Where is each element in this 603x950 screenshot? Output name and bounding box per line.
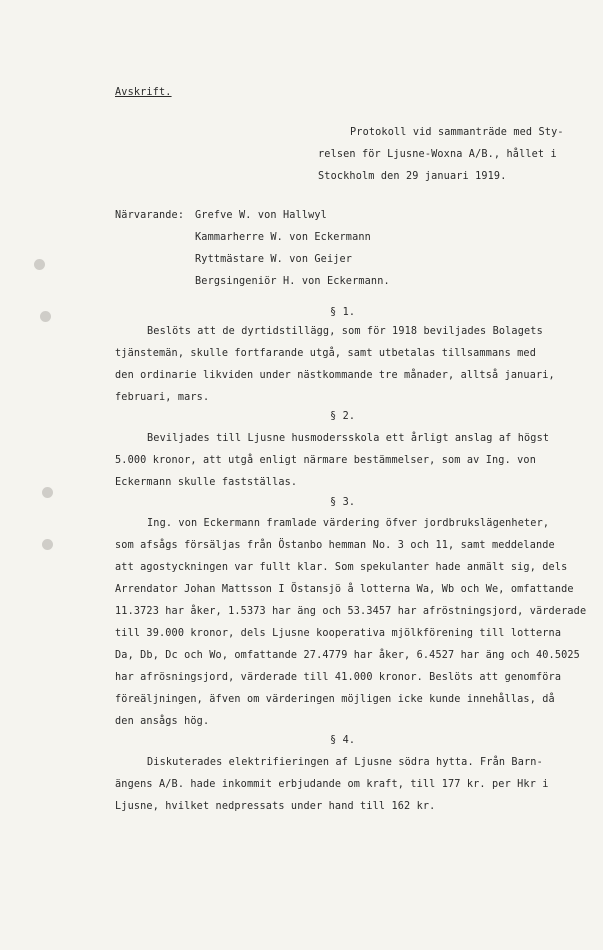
present-member: Grefve W. von Hallwyl	[195, 210, 327, 221]
punch-hole	[42, 539, 53, 550]
section-line: den ansågs hög.	[115, 716, 210, 727]
header-line: Protokoll vid sammanträde med Sty-	[350, 127, 564, 138]
section-line: 5.000 kronor, att utgå enligt närmare bestämmelser, som av Ing. von	[115, 455, 536, 466]
section-heading: § 4.	[330, 735, 356, 746]
section-line: Beviljades till Ljusne husmodersskola ett årligt anslag af högst	[147, 433, 550, 444]
section-line: Eckermann skulle fastställas.	[115, 477, 298, 488]
section-line: Diskuterades elektrifieringen af Ljusne södra hytta. Från Barn-	[147, 757, 543, 768]
present-member: Ryttmästare W. von Geijer	[195, 254, 353, 265]
section-line: till 39.000 kronor, dels Ljusne kooperativa mjölkförening till lotterna	[115, 628, 562, 639]
document-title: Avskrift.	[115, 87, 172, 98]
section-line: att agostyckningen var fullt klar. Som spekulanter hade anmält sig, dels	[115, 562, 568, 573]
section-line: 11.3723 har åker, 1.5373 har äng och 53.3457 har afröstningsjord, värderade	[115, 606, 587, 617]
header-line: relsen för Ljusne-Woxna A/B., hållet i	[318, 149, 557, 160]
present-member: Bergsingeniör H. von Eckermann.	[195, 276, 390, 287]
section-heading: § 3.	[330, 497, 356, 508]
present-label: Närvarande:	[115, 210, 185, 221]
present-member: Kammarherre W. von Eckermann	[195, 232, 371, 243]
section-line: tjänstemän, skulle fortfarande utgå, samt utbetalas tillsammans med	[115, 348, 536, 359]
punch-hole	[40, 311, 51, 322]
section-line: som afsågs försäljas från Östanbo hemman No. 3 och 11, samt meddelande	[115, 540, 555, 551]
section-line: Ing. von Eckermann framlade värdering öfver jordbrukslägenheter,	[147, 518, 550, 529]
punch-hole	[34, 259, 45, 270]
section-line: Beslöts att de dyrtidstillägg, som för 1918 beviljades Bolagets	[147, 326, 543, 337]
section-line: föreäljningen, äfven om värderingen möjligen icke kunde innehållas, då	[115, 694, 555, 705]
section-line: februari, mars.	[115, 392, 210, 403]
section-heading: § 1.	[330, 307, 356, 318]
section-line: den ordinarie likviden under nästkommande tre månader, alltså januari,	[115, 370, 555, 381]
header-line: Stockholm den 29 januari 1919.	[318, 171, 507, 182]
section-line: Arrendator Johan Mattsson I Östansjö å lotterna Wa, Wb och We, omfattande	[115, 584, 574, 595]
section-heading: § 2.	[330, 411, 356, 422]
section-line: Da, Db, Dc och Wo, omfattande 27.4779 har åker, 6.4527 har äng och 40.5025	[115, 650, 580, 661]
section-line: har afrösningsjord, värderade till 41.000 kronor. Beslöts att genomföra	[115, 672, 562, 683]
section-line: ängens A/B. hade inkommit erbjudande om kraft, till 177 kr. per Hkr i	[115, 779, 549, 790]
punch-hole	[42, 487, 53, 498]
section-line: Ljusne, hvilket nedpressats under hand till 162 kr.	[115, 801, 436, 812]
